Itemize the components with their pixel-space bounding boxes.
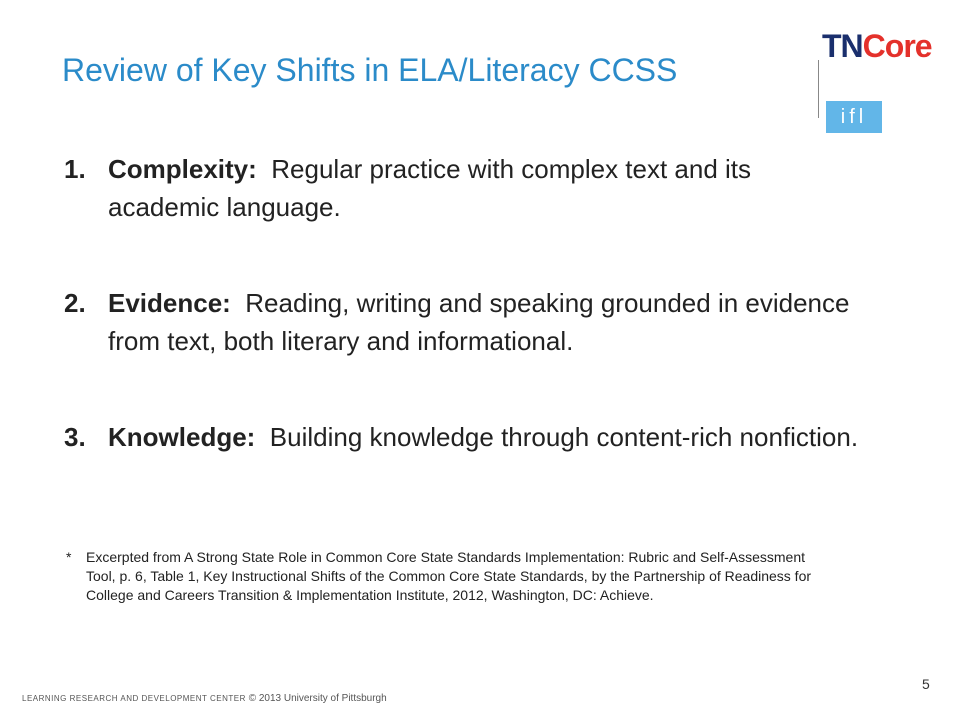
tncore-wordmark: TNCore: [822, 28, 932, 64]
slide-title: Review of Key Shifts in ELA/Literacy CCSS: [62, 52, 678, 88]
logo-divider: [818, 60, 819, 118]
list-item: 3. Knowledge: Building knowledge through content-rich nonfiction.: [64, 422, 859, 452]
shift-description: Reading, writing and speaking grounded in evidence from text, both literary and informational.: [108, 288, 850, 356]
shift-term: Evidence:: [108, 288, 231, 318]
citation-footnote: * Excerpted from A Strong State Role in Common Core State Standards Implementation: Rubric and Self-Assessment Tool, p. 6, Table 1, Key Instructional Shifts of the Common Core State Standards, by the Partnership of Readiness for College and Careers Transition & Implementation Institute, 2012, Washington, DC: Achieve.: [66, 549, 812, 603]
shift-term: Knowledge:: [108, 422, 256, 452]
shift-term: Complexity:: [108, 154, 257, 184]
footer-org: LEARNING RESEARCH AND DEVELOPMENT CENTER: [22, 694, 246, 703]
shift-description: Building knowledge through content-rich nonfiction.: [269, 422, 859, 452]
tncore-ifl-logo: [818, 28, 943, 128]
list-item: 1. Complexity: Regular practice with complex text and its academic language.: [64, 154, 752, 222]
footer: [22, 693, 387, 704]
ifl-logo: ifl: [826, 101, 882, 133]
shift-description: Regular practice with complex text and its academic language.: [108, 154, 752, 222]
page-number: 5: [922, 676, 930, 692]
footer-copyright: © 2013 University of Pittsburgh: [248, 693, 387, 704]
list-item: 2. Evidence: Reading, writing and speaking grounded in evidence from text, both literary and informational.: [64, 288, 850, 356]
key-shifts-list: [64, 150, 864, 514]
